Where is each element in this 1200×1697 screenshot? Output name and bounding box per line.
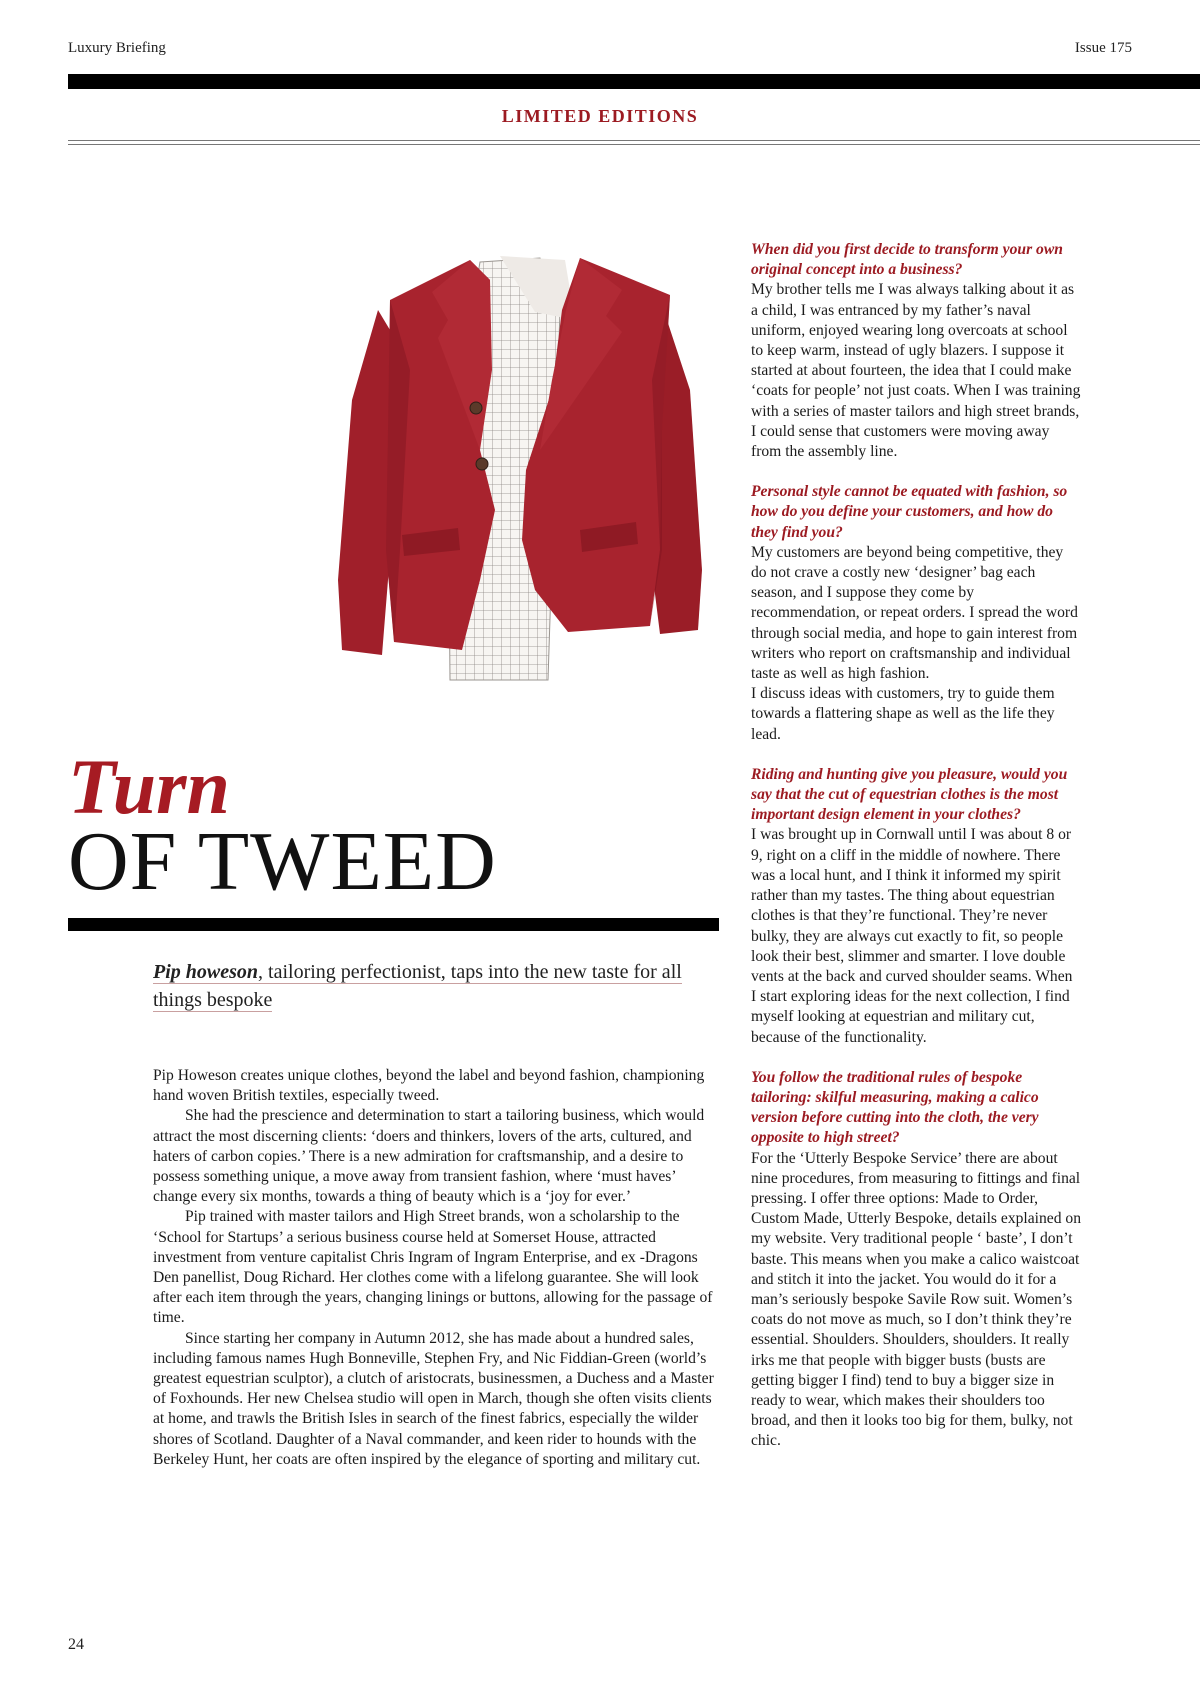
interview-answer: [751, 1149, 1081, 1452]
section-rule: [68, 140, 1200, 141]
headline-rule: [68, 918, 719, 931]
article-body: [153, 1066, 721, 1470]
issue-number: Issue 175: [1074, 40, 1132, 56]
interview-column: [751, 240, 1081, 1472]
body-paragraph: She had the prescience and determination to start a tailoring business, which would attract the most discerning clients: ‘doers and thinkers, lovers of the arts, cultured, and haters of carbon copies.’ There is a new admiration for craftsmanship, and a desire to possess something unique, a move away from transient fashion, where ‘must haves’ change every six months, towards a thing of beauty which is a ‘joy for ever.’: [153, 1107, 705, 1206]
interview-question: You follow the traditional rules of bespoke tailoring: skilful measuring, making a calico version before cutting into the cloth, the very opposite to high street?: [751, 1068, 1039, 1147]
interview-question: Personal style cannot be equated with fashion, so how do you define your customers, and how do they find you?: [751, 483, 1068, 541]
standfirst-text: , tailoring perfectionist, taps into the new taste for all things bespoke: [153, 961, 682, 1011]
answer-paragraph: I discuss ideas with customers, try to guide them towards a flattering shape as well as the life they lead.: [751, 685, 1055, 743]
interview-item: [751, 1068, 1081, 1452]
interview-answer: [751, 543, 1081, 745]
section-rule: [68, 144, 1200, 145]
section-label: LIMITED EDITIONS: [501, 106, 699, 126]
interview-item: [751, 765, 1081, 1048]
interview-answer: [751, 825, 1081, 1047]
body-paragraph: Pip Howeson creates unique clothes, beyond the label and beyond fashion, championing hand woven British textiles, especially tweed.: [153, 1067, 705, 1105]
page-number: 24: [68, 1636, 84, 1653]
interview-question: Riding and hunting give you pleasure, would you say that the cut of equestrian clothes is the most important design element in your clothes?: [751, 765, 1068, 824]
headline-line-1: Turn: [68, 743, 230, 830]
interview-question: When did you first decide to transform your own original concept into a business?: [751, 241, 1063, 279]
red-tweed-jacket-image: [330, 250, 730, 690]
header-bar: [68, 74, 1200, 89]
interview-item: [751, 482, 1081, 745]
answer-paragraph: My brother tells me I was always talking about it as a child, I was entranced by my father’s naval uniform, enjoyed wearing long overcoats at school to keep warm, instead of ugly blazers. I suppose it started at about fourteen, the idea that I could make ‘coats for people’ not just coats. When I was training with a series of master tailors and high street brands, I could sense that customers were moving away from the assembly line.: [751, 281, 1081, 461]
standfirst: [153, 958, 693, 1014]
body-paragraph: Pip trained with master tailors and High Street brands, won a scholarship to the ‘School for Startups’ a serious business course held at Somerset House, attracted investment from venture capitalist Chris Ingram of Ingram Enterprise, and ex -Dragons Den panellist, Doug Richard. Her clothes come with a lifelong guarantee. She will look after each item through the years, changing linings or buttons, allowing for the passage of time.: [153, 1208, 713, 1327]
body-paragraph: Since starting her company in Autumn 2012, she has made about a hundred sales, including famous names Hugh Bonneville, Stephen Fry, and Nic Fiddian-Green (world’s greatest equestrian sculptor), a clutch of aristocrats, businessmen, a Duchess and a Master of Foxhounds. Her new Chelsea studio will open in March, though she often visits clients at home, and trawls the British Isles in search of the finest fabrics, especially the wilder shores of Scotland. Daughter of a Naval commander, and keen rider to hounds with the Berkeley Hunt, her coats are often inspired by the elegance of sporting and military cut.: [153, 1329, 714, 1468]
answer-paragraph: My customers are beyond being competitive, they do not crave a costly new ‘designer’ bag each season, and I suppose they come by recommendation, or repeat orders. I spread the word through social media, and hope to gain interest from writers who report on craftsmanship and individual taste as well as high fashion.: [751, 543, 1078, 683]
interview-answer: [751, 280, 1081, 462]
answer-paragraph: I was brought up in Cornwall until I was about 8 or 9, right on a cliff in the middle of nowhere. There was a local hunt, and I think it informed my spirit rather than my tastes. The thing about equestrian clothes is that they’re functional. They’re never bulky, they are always cut exactly to fit, so people look their best, slimmer and smarter. I love double vents at the back and curved shoulder seams. When I start exploring ideas for the next collection, I find myself looking at equestrian and military cut, because of the functionality.: [751, 826, 1073, 1046]
headline-line-2: OF TWEED: [68, 815, 497, 908]
publication-name: Luxury Briefing: [68, 40, 166, 56]
standfirst-name: Pip howeson: [153, 961, 259, 983]
answer-paragraph: For the ‘Utterly Bespoke Service’ there are about nine procedures, from measuring to fittings and final pressing. I offer three options: Made to Order, Custom Made, Utterly Bespoke, details explained on my website. Very traditional people ‘ baste’, I don’t baste. This means when you make a calico waistcoat and stitch it into the jacket. You would do it for a man’s seriously bespoke Savile Row suit. Women’s coats do not move as much, so I don’t think they’re essential. Shoulders. Shoulders, shoulders. It really irks me that people with bigger busts (busts are getting bigger I find) tend to buy a bigger size in ready to wear, which makes their shoulders too broad, and then it looks too big for them, bulky, not chic.: [751, 1149, 1082, 1450]
interview-item: [751, 240, 1081, 462]
